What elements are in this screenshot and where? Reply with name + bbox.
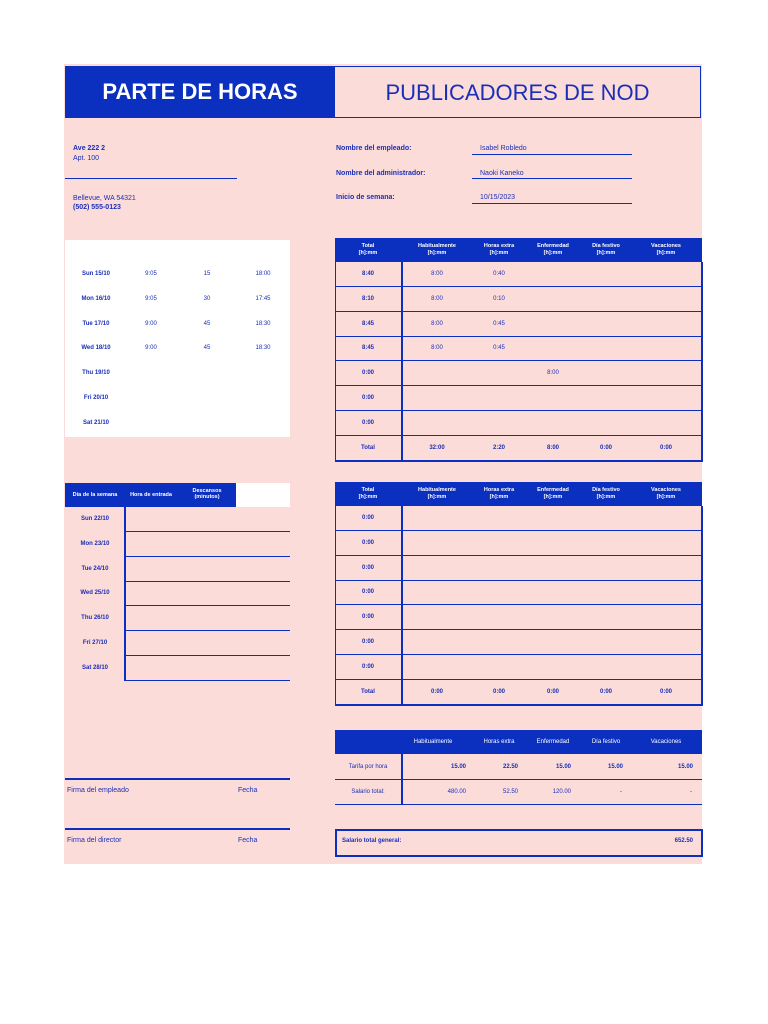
week1-day: Sun 15/10 [81,271,110,277]
week2-row-total: 0:00 [361,539,374,546]
week1-day: Mon 16/10 [81,295,111,302]
week1-clock-out[interactable]: 17:45 [255,295,271,302]
col-breaks-header: Descansos (minutos) [192,488,222,500]
director-signature-line[interactable] [65,828,290,830]
week1-row-overtime[interactable]: 0:40 [493,271,505,277]
employee-value[interactable]: Isabel Robledo [480,145,527,152]
week1-entry-panel [65,240,290,437]
week1-row-total: 0:00 [361,419,374,426]
pay-col-sick: Enfermedad [536,739,570,745]
week1-row-overtime[interactable]: 0:10 [493,295,505,302]
week2-day: Sat 28/10 [81,664,109,671]
rate-sick: 15.00 [555,764,571,770]
week1-clock-out[interactable]: 18:30 [255,320,271,327]
week1-row-regular[interactable]: 8:00 [431,320,443,327]
week2-totals-label: Total [361,688,375,695]
manager-value[interactable]: Naoki Kaneko [480,170,524,177]
manager-label: Nombre del administrador: [336,170,426,177]
page-title: PARTE DE HORAS [102,79,298,104]
week2-row-line [335,530,702,531]
week2-col-sick-unit: [h]:mm [543,494,563,500]
week1-col-vacation-unit: [h]:mm [656,250,676,256]
week1-table [335,262,703,462]
week1-totals-vacation: 0:00 [659,444,672,451]
week2-col-holiday: Día festivo [592,487,620,493]
week1-breaks[interactable]: 30 [203,295,211,302]
week1-totals-holiday: 0:00 [599,444,612,451]
rate-overtime: 22.50 [502,764,518,770]
week1-row-regular[interactable]: 8:00 [431,295,443,302]
week2-left-row-line [124,680,290,681]
week2-totals-holiday: 0:00 [599,688,612,695]
week2-left-row-line [124,605,290,606]
employee-signature-line[interactable] [65,778,290,780]
week2-day: Tue 24/10 [81,565,109,572]
rate-regular: 15.00 [450,764,466,770]
employee-signature-label: Firma del empleado [67,787,129,794]
week1-col-divider [401,262,403,461]
week1-col-overtime-unit: [h]:mm [489,250,509,256]
pay-row-line-2 [335,804,702,805]
week1-col-vacation: Vacaciones [651,243,681,249]
week1-day: Fri 20/10 [83,395,109,401]
pay-col-regular: Habitualmente [413,739,453,745]
week2-row-line [335,580,702,581]
week1-day: Thu 19/10 [82,370,110,377]
week2-totals-sick: 0:00 [546,688,559,695]
week2-left-row-line [124,581,290,582]
week1-row-total: 0:00 [361,395,374,401]
week2-left-row-line [124,655,290,656]
week1-totals-sick: 8:00 [546,444,559,451]
week2-row-line [335,629,702,630]
address-phone: (502) 555-0123 [73,204,121,211]
week1-row-line [335,336,702,337]
week1-col-sick: Enfermedad [537,243,569,249]
week2-day: Thu 26/10 [81,615,109,622]
pay-col-vacation: Vacaciones [650,739,682,745]
week2-col-divider [401,506,403,705]
week1-totals-regular: 32:00 [429,444,445,451]
week1-row-total: 8:10 [361,295,374,302]
salary-vacation: - [690,789,692,795]
week-start-value[interactable]: 10/15/2023 [480,194,516,201]
week1-clock-out[interactable]: 18:30 [255,345,271,352]
week1-totals-overtime: 2:20 [492,444,505,451]
week2-row-total: 0:00 [361,663,374,670]
salary-regular: 480.00 [447,789,466,795]
address-divider [65,178,237,179]
week1-day: Tue 17/10 [82,320,110,327]
salary-sick: 120.00 [552,789,571,795]
rate-vacation: 15.00 [677,764,693,770]
week2-col-regular: Habitualmente [418,487,456,493]
week2-left-row-line [124,556,290,557]
week2-col-vacation: Vacaciones [651,487,681,493]
employee-signature-date: Fecha [238,787,258,794]
week2-day: Mon 23/10 [80,540,110,547]
grand-total-label: Salario total general: [342,838,402,844]
week1-col-regular: Habitualmente [418,243,456,249]
week1-row-line [335,435,702,436]
week1-clock-in[interactable]: 9:05 [145,295,157,302]
week1-row-line [335,385,702,386]
grand-total-value: 652.50 [674,838,693,844]
employee-label: Nombre del empleado: [336,145,412,152]
week1-row-total: 8:45 [361,345,374,352]
week1-row-sick[interactable]: 8:00 [547,370,559,377]
week2-row-line [335,604,702,605]
week2-totals-regular: 0:00 [430,688,443,695]
week1-col-sick-unit: [h]:mm [543,250,563,256]
week1-row-line [335,286,702,287]
col-day-header: Día de la semana [72,492,118,498]
pay-col-overtime: Horas extra [483,739,515,745]
week2-left-header-blank [236,483,290,507]
rate-holiday: 15.00 [607,764,623,770]
week2-row-total: 0:00 [361,614,374,621]
week1-col-total: Total [361,243,375,249]
address-street: Ave 222 2 [73,145,106,152]
week1-clock-out[interactable]: 18:00 [255,271,271,277]
address-apt: Apt. 100 [73,155,100,162]
salary-overtime: 52.50 [502,789,518,795]
week1-row-overtime[interactable]: 0:45 [493,320,505,327]
week2-col-sick: Enfermedad [537,487,569,493]
week1-col-holiday-unit: [h]:mm [596,250,616,256]
week2-row-total: 0:00 [361,589,374,596]
salary-holiday: - [620,789,622,795]
week2-row-total: 0:00 [361,564,374,571]
week1-row-line [335,311,702,312]
week1-row-overtime[interactable]: 0:45 [493,345,505,352]
week1-totals-label: Total [361,444,375,451]
week2-col-overtime: Horas extra [483,487,515,493]
week2-col-total-unit: [h]:mm [358,494,378,500]
week1-col-overtime: Horas extra [483,243,515,249]
salary-label: Salario total: [351,789,385,795]
week2-col-total: Total [361,487,375,493]
week1-row-line [335,410,702,411]
week1-row-regular[interactable]: 8:00 [431,345,443,352]
week1-row-total: 8:40 [361,271,374,277]
week1-row-total: 8:45 [361,320,374,327]
manager-underline [472,178,632,179]
white-gap [65,230,702,238]
director-signature-date: Fecha [238,837,258,844]
week2-col-vacation-unit: [h]:mm [656,494,676,500]
week1-col-regular-unit: [h]:mm [427,250,447,256]
week2-totals-vacation: 0:00 [659,688,672,695]
col-in-header: Hora de entrada [130,492,172,498]
week2-col-holiday-unit: [h]:mm [596,494,616,500]
week-start-label: Inicio de semana: [336,194,395,201]
week1-row-total: 0:00 [361,370,374,377]
employee-underline [472,154,632,155]
week2-row-total: 0:00 [361,639,374,645]
week1-breaks[interactable]: 45 [203,345,211,352]
title-left-box [65,66,335,118]
week1-clock-in[interactable]: 9:05 [145,271,157,277]
week2-row-line [335,654,702,655]
pay-row-line-1 [335,779,702,780]
week2-day: Fri 27/10 [82,640,108,646]
director-signature-label: Firma del director [67,837,122,844]
week2-col-overtime-unit: [h]:mm [489,494,509,500]
week2-totals-overtime: 0:00 [492,688,505,695]
week1-clock-in[interactable]: 9:00 [145,320,157,327]
week2-left-row-line [124,630,290,631]
week1-clock-in[interactable]: 9:00 [145,345,157,352]
company-name: PUBLICADORES DE NOD [385,80,650,105]
week1-col-total-unit: [h]:mm [358,250,378,256]
title-right-box [335,66,701,118]
pay-col-holiday: Día festivo [591,739,621,745]
week2-left-row-line [124,531,290,532]
week1-breaks[interactable]: 45 [203,320,211,327]
address-city: Bellevue, WA 54321 [73,195,136,202]
rate-label: Tarifa por hora [348,764,388,770]
week1-breaks[interactable]: 15 [203,271,211,277]
week2-table [335,506,703,706]
week2-row-total: 0:00 [361,515,374,521]
week2-row-line [335,679,702,680]
week2-col-regular-unit: [h]:mm [427,494,447,500]
week2-day: Sun 22/10 [80,516,109,522]
week-start-underline [472,203,632,204]
week1-day: Wed 18/10 [81,345,111,352]
week2-day: Wed 25/10 [80,590,110,597]
week1-row-line [335,360,702,361]
week2-row-line [335,555,702,556]
week1-row-regular[interactable]: 8:00 [431,271,443,277]
week1-col-holiday: Día festivo [592,243,620,249]
week1-day: Sat 21/10 [82,419,110,426]
